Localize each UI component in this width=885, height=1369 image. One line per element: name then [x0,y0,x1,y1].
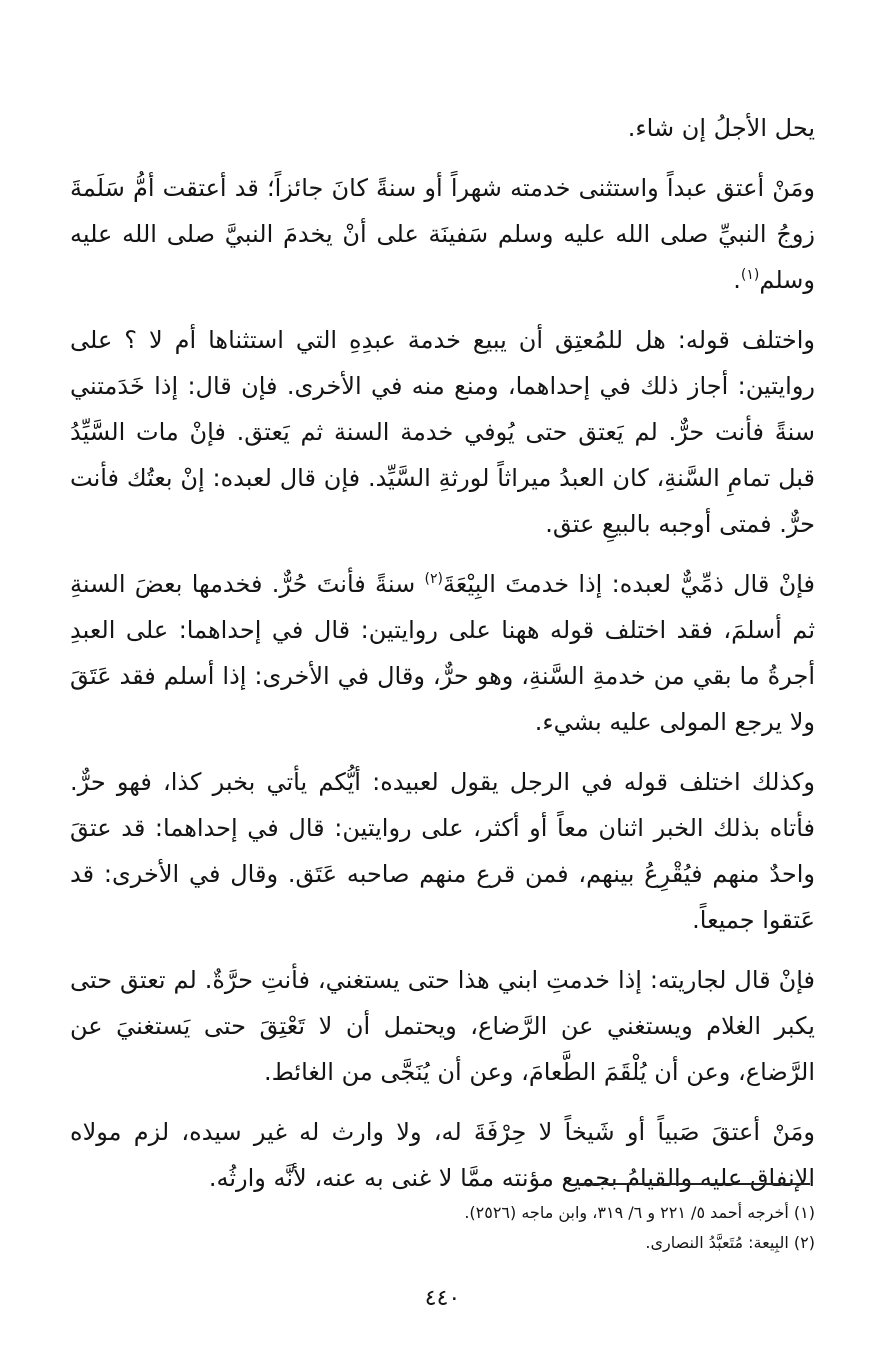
footnote-ref-1[interactable]: (١) [740,267,760,283]
paragraph-2-end: . [733,266,741,294]
paragraph-2-text: ومَنْ أعتق عبداً واستثنى خدمته شهراً أو سنةً كانَ جائزاً؛ قد أعتقت أمُّ سَلَمةَ زوجُ النبيِّ صلى الله عليه وسلم سَفينَة على أنْ يخدمَ النبيَّ صلى الله عليه وسلم [70,174,815,294]
paragraph-3: واختلف قوله: هل للمُعتِق أن يبيع خدمة عبدِهِ التي استثناها أم لا ؟ على روايتين: أجاز ذلك في إحداهما، ومنع منه في الأخرى. فإن قال: إذا خَدَمتني سنةً فأنت حرٌّ. لم يَعتق حتى يُوفي خدمة السنة ثم يَعتق. فإنْ مات السَّيِّدُ قبل تمامِ السَّنةِ، كان العبدُ ميراثاً لورثةِ السَّيِّد. فإن قال لعبده: إنْ بعتُك فأنت حرٌّ. فمتى أوجبه بالبيعِ عتق. [70,326,815,538]
footnote-1: (١) أخرجه أحمد ٥/ ٢٢١ و ٦/ ٣١٩، وابن ماجه (٢٥٢٦). [464,1203,815,1222]
footnote-ref-2[interactable]: (٢) [424,571,444,587]
paragraph-2 [70,165,815,303]
page-body [70,105,815,1215]
paragraph-4-text-b: سنةً فأنتَ حُرٌّ. فخدمها بعضَ السنةِ ثم أسلمَ، فقد اختلف قوله ههنا على روايتين: قال في إحداهما: على العبدِ أجرةُ ما بقي من خدمةِ السَّنةِ، وهو حرٌّ، وقال في الأخرى: إذا أسلم فقد عَتَقَ ولا يرجع المولى عليه بشيء. [70,570,815,736]
footnote-divider [580,1183,810,1185]
page-number: ٤٤٠ [424,1286,461,1311]
paragraph-4 [70,561,815,745]
paragraph-4-text-a: فإنْ قال ذمِّيٌّ لعبده: إذا خدمتَ البِيْعَةَ [443,570,815,598]
paragraph-7: ومَنْ أعتقَ صَبياً أو شَيخاً لا حِرْفَةَ له، ولا وارث له غير سيده، لزم مولاه الإنفاق عليه والقيامُ بجميع مؤنته ممَّا لا غنى به عنه، لأنَّه وارثُه. [70,1118,815,1192]
paragraph-1: يحل الأجلُ إن شاء. [627,114,815,142]
footnotes [70,1198,815,1258]
paragraph-6: فإنْ قال لجاريته: إذا خدمتِ ابني هذا حتى يستغني، فأنتِ حرَّةٌ. لم تعتق حتى يكبر الغلام ويستغني عن الرَّضاع، ويحتمل أن لا تَعْتِقَ حتى يَستغنيَ عن الرَّضاع، وعن أن يُلْقَمَ الطَّعامَ، وعن أن يُنَجَّى من الغائط. [70,966,815,1086]
footnote-2: (٢) البِيعة: مُتَعبَّدُ النصارى. [645,1233,815,1252]
paragraph-5: وكذلك اختلف قوله في الرجل يقول لعبيده: أيُّكم يأتي بخبر كذا، فهو حرٌّ. فأتاه بذلك الخبر اثنان معاً أو أكثر، على روايتين: قال في إحداهما: قد عتقَ واحدٌ منهم فيُقْرِعُ بينهم، فمن قرع منهم صاحبه عَتَق. وقال في الأخرى: قد عَتقوا جميعاً. [70,768,815,934]
